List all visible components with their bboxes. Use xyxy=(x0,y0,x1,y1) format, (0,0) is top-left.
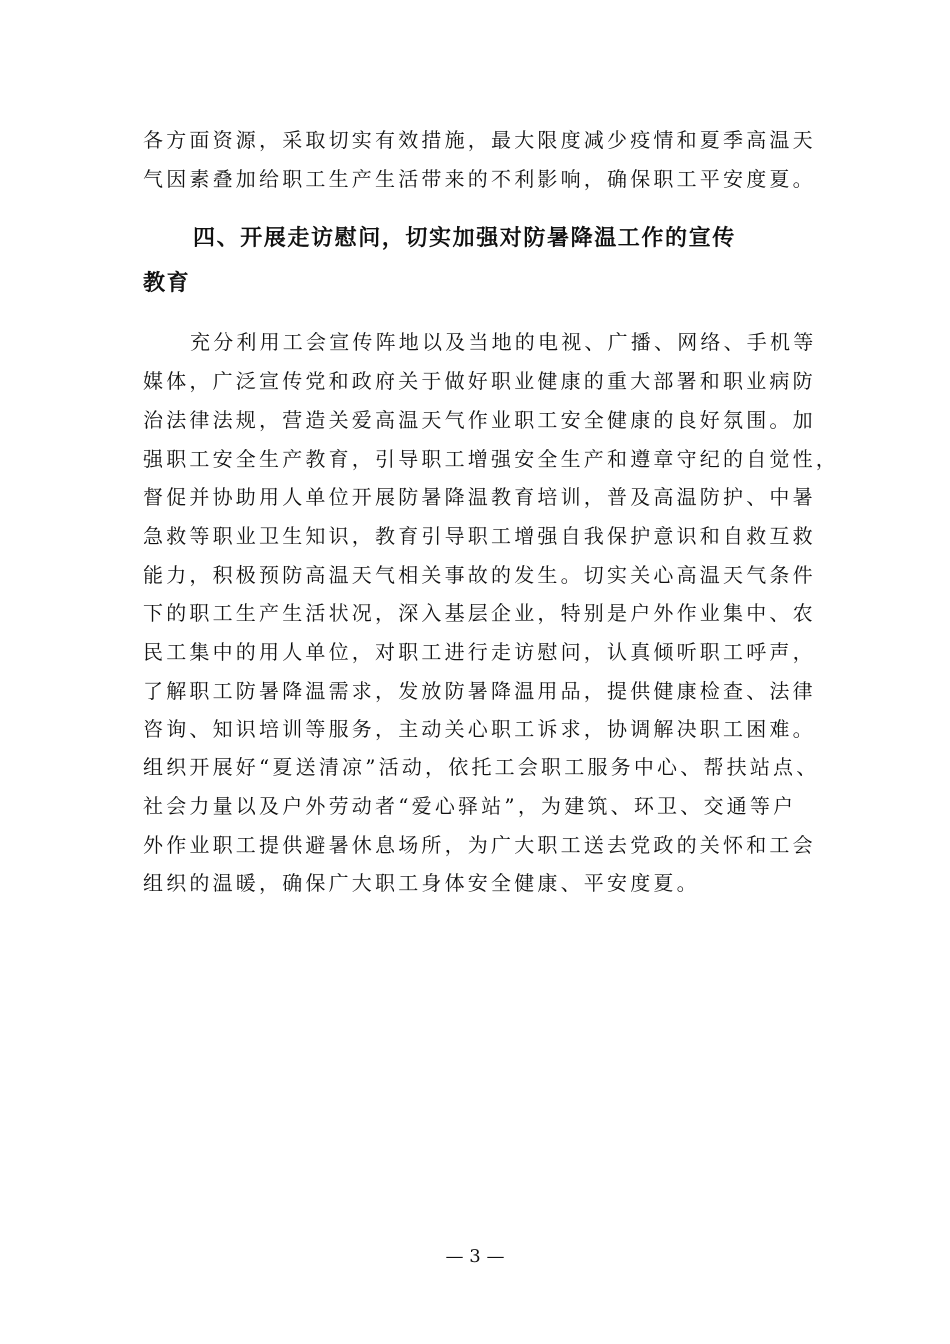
section-heading-line-2: 教育 xyxy=(143,271,191,296)
body-line: 组织开展好“夏送清凉”活动，依托工会职工服务中心、帮扶站点、 xyxy=(143,755,820,779)
body-line: 急救等职业卫生知识，教育引导职工增强自我保护意识和自救互救 xyxy=(143,524,816,548)
section-heading-line-1: 四、开展走访慰问，切实加强对防暑降温工作的宣传 xyxy=(193,226,736,251)
body-line: 督促并协助用人单位开展防暑降温教育培训，普及高温防护、中暑 xyxy=(143,485,816,509)
body-line: 外作业职工提供避暑休息场所，为广大职工送去党政的关怀和工会 xyxy=(143,833,816,857)
body-line: 能力，积极预防高温天气相关事故的发生。切实关心高温天气条件 xyxy=(143,563,816,587)
intro-line-1: 各方面资源，采取切实有效措施，最大限度减少疫情和夏季高温天 xyxy=(143,128,816,152)
body-line: 强职工安全生产教育，引导职工增强安全生产和遵章守纪的自觉性， xyxy=(143,447,839,471)
intro-line-2: 气因素叠加给职工生产生活带来的不利影响，确保职工平安度夏。 xyxy=(143,167,816,191)
body-line: 咨询、知识培训等服务，主动关心职工诉求，协调解决职工困难。 xyxy=(143,717,816,741)
body-line: 治法律法规，营造关爱高温天气作业职工安全健康的良好氛围。加 xyxy=(143,408,816,432)
page-number: — 3 — xyxy=(445,1246,505,1267)
body-line: 社会力量以及户外劳动者“爱心驿站”，为建筑、环卫、交通等户 xyxy=(143,794,797,818)
body-line: 组织的温暖，确保广大职工身体安全健康、平安度夏。 xyxy=(143,871,700,895)
body-line: 民工集中的用人单位，对职工进行走访慰问，认真倾听职工呼声， xyxy=(143,640,816,664)
body-line: 了解职工防暑降温需求，发放防暑降温用品，提供健康检查、法律 xyxy=(143,679,816,703)
body-line: 媒体，广泛宣传党和政府关于做好职业健康的重大部署和职业病防 xyxy=(143,369,816,393)
body-line: 充分利用工会宣传阵地以及当地的电视、广播、网络、手机等 xyxy=(190,330,817,354)
body-line: 下的职工生产生活状况，深入基层企业，特别是户外作业集中、农 xyxy=(143,601,816,625)
